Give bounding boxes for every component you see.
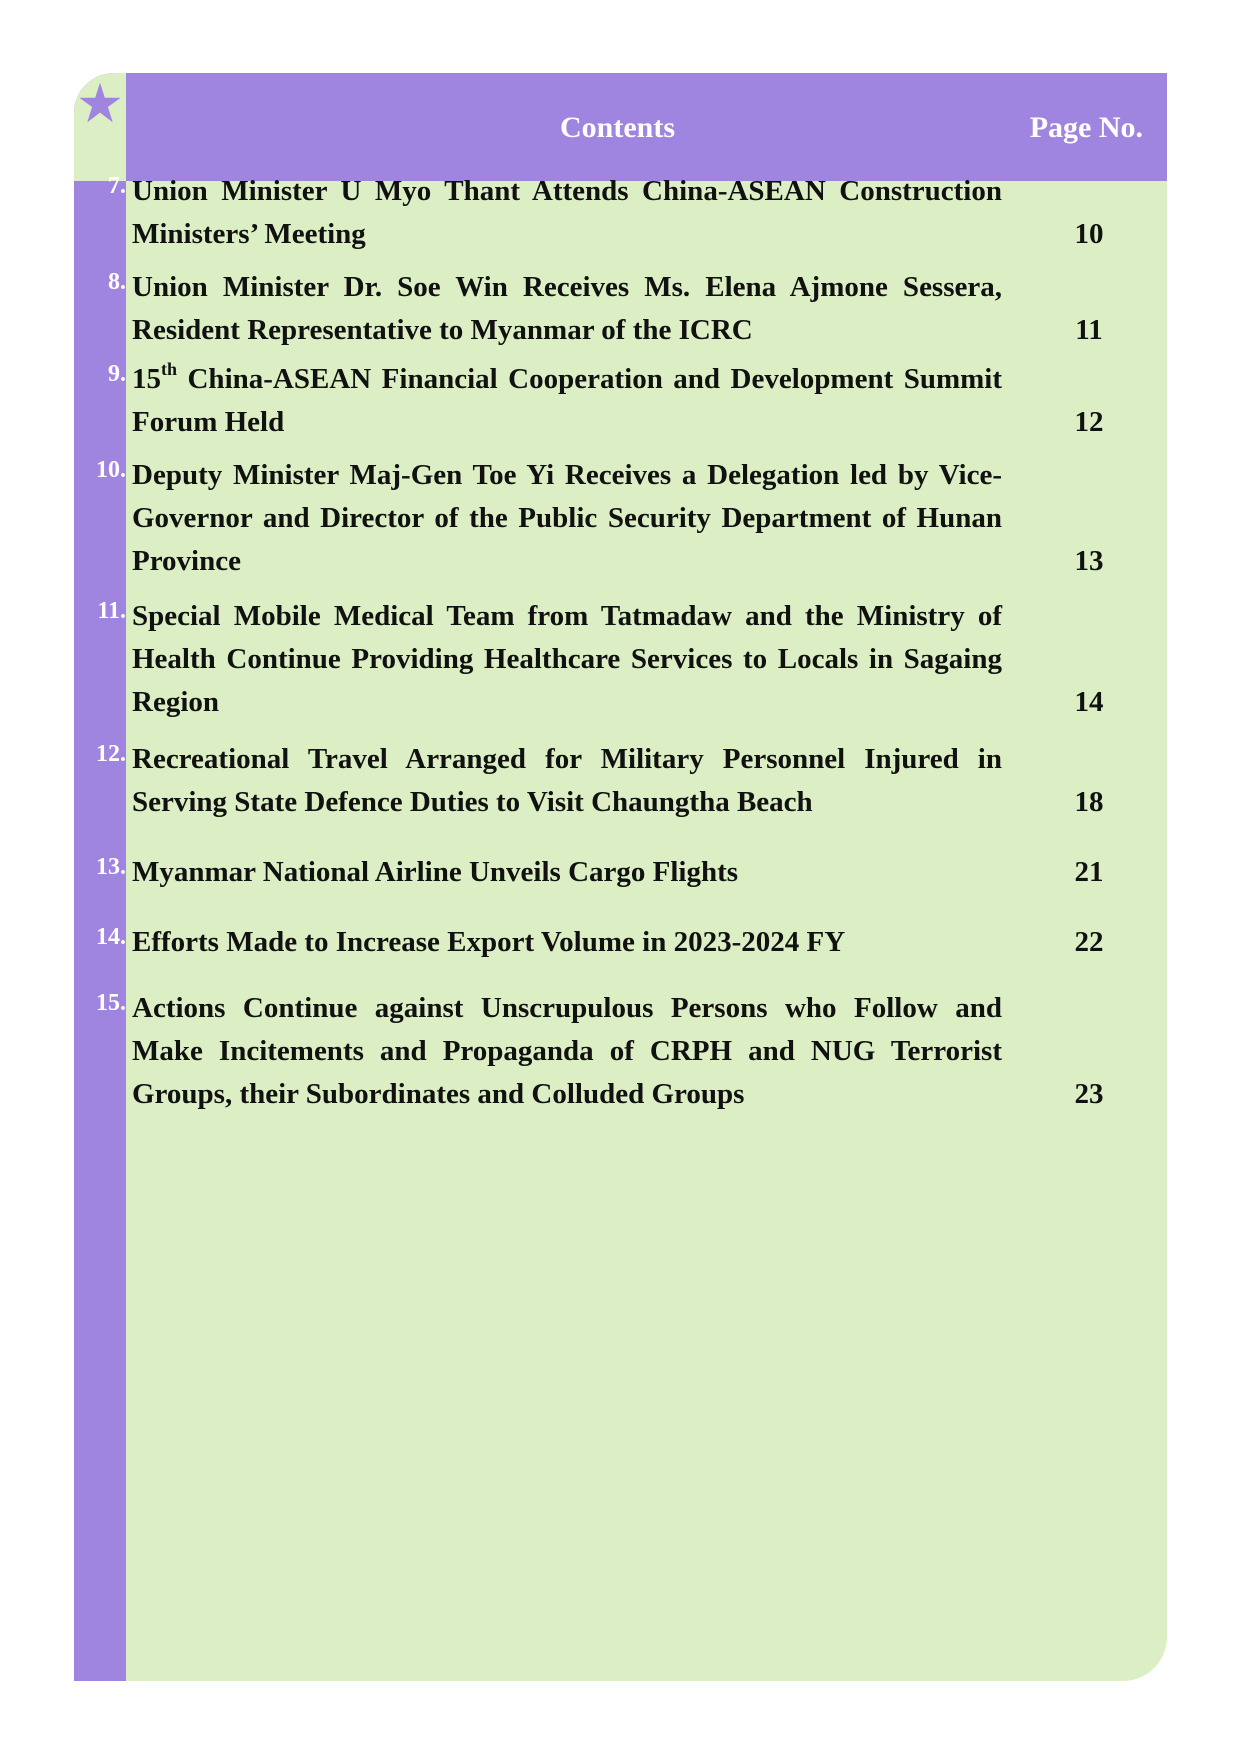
entry-page-number[interactable]: 22 bbox=[1074, 926, 1104, 958]
contents-panel bbox=[74, 73, 1167, 1681]
entry-title[interactable] bbox=[132, 851, 1002, 894]
entry-page-number[interactable]: 18 bbox=[1074, 786, 1104, 818]
entry-title-text: Efforts Made to Increase Export Volume in 2023-2024 FY bbox=[132, 926, 846, 958]
entry-title-prefix: 15 bbox=[132, 363, 161, 395]
star-corner bbox=[74, 73, 126, 181]
entry-title-text: Union Minister Dr. Soe Win Receives Ms. Elena Ajmone Sessera, Resident Representative to Myanmar of the ICRC bbox=[132, 271, 1002, 346]
entry-title-text: Union Minister U Myo Thant Attends China-ASEAN Construction Ministers’ Meeting bbox=[132, 175, 1002, 250]
entry-title[interactable] bbox=[132, 987, 1002, 1116]
page-no-heading: Page No. bbox=[1029, 111, 1143, 144]
entry-number: 9. bbox=[108, 361, 126, 387]
entry-title-text: Recreational Travel Arranged for Military Personnel Injured in Serving State Defence Duties to Visit Chaungtha Beach bbox=[132, 743, 1002, 818]
star-icon bbox=[78, 81, 122, 125]
entry-page-number[interactable]: 11 bbox=[1075, 314, 1103, 346]
entry-page-number[interactable]: 10 bbox=[1074, 218, 1104, 250]
entry-number: 12. bbox=[96, 741, 126, 767]
entry-page-number[interactable]: 14 bbox=[1074, 686, 1104, 718]
entry-title-text: Actions Continue against Unscrupulous Persons who Follow and Make Incitements and Propaganda of CRPH and NUG Terrorist Groups, their Subordinates and Colluded Groups bbox=[132, 992, 1002, 1110]
entry-title[interactable] bbox=[132, 454, 1002, 583]
header-bar bbox=[126, 73, 1167, 181]
entry-number: 10. bbox=[96, 457, 126, 483]
entry-number: 15. bbox=[96, 990, 126, 1016]
entry-title-text: Deputy Minister Maj-Gen Toe Yi Receives a Delegation led by Vice-Governor and Director of the Public Security Department of Hunan Province bbox=[132, 459, 1002, 577]
entry-title[interactable] bbox=[132, 595, 1002, 724]
entry-number: 11. bbox=[97, 598, 126, 624]
entry-title[interactable] bbox=[132, 358, 1002, 444]
entry-number: 8. bbox=[108, 269, 126, 295]
entry-title-text: Special Mobile Medical Team from Tatmadaw and the Ministry of Health Continue Providing Healthcare Services to Locals in Sagaing Region bbox=[132, 600, 1002, 718]
entry-title[interactable] bbox=[132, 170, 1002, 256]
entry-page-number[interactable]: 21 bbox=[1074, 856, 1104, 888]
entry-title-text: China-ASEAN Financial Cooperation and Development Summit Forum Held bbox=[132, 363, 1002, 438]
entry-title-superscript: th bbox=[161, 359, 178, 380]
entry-page-number[interactable]: 23 bbox=[1074, 1078, 1104, 1110]
contents-heading: Contents bbox=[559, 111, 675, 144]
entry-title[interactable] bbox=[132, 738, 1002, 824]
entry-number: 14. bbox=[96, 924, 126, 950]
entry-title[interactable] bbox=[132, 266, 1002, 352]
entry-number: 7. bbox=[108, 173, 126, 199]
entry-number: 13. bbox=[96, 854, 126, 880]
entry-title[interactable] bbox=[132, 921, 1002, 964]
entry-title-text: Myanmar National Airline Unveils Cargo Flights bbox=[132, 856, 739, 888]
entry-page-number[interactable]: 13 bbox=[1074, 545, 1104, 577]
entry-page-number[interactable]: 12 bbox=[1074, 406, 1104, 438]
